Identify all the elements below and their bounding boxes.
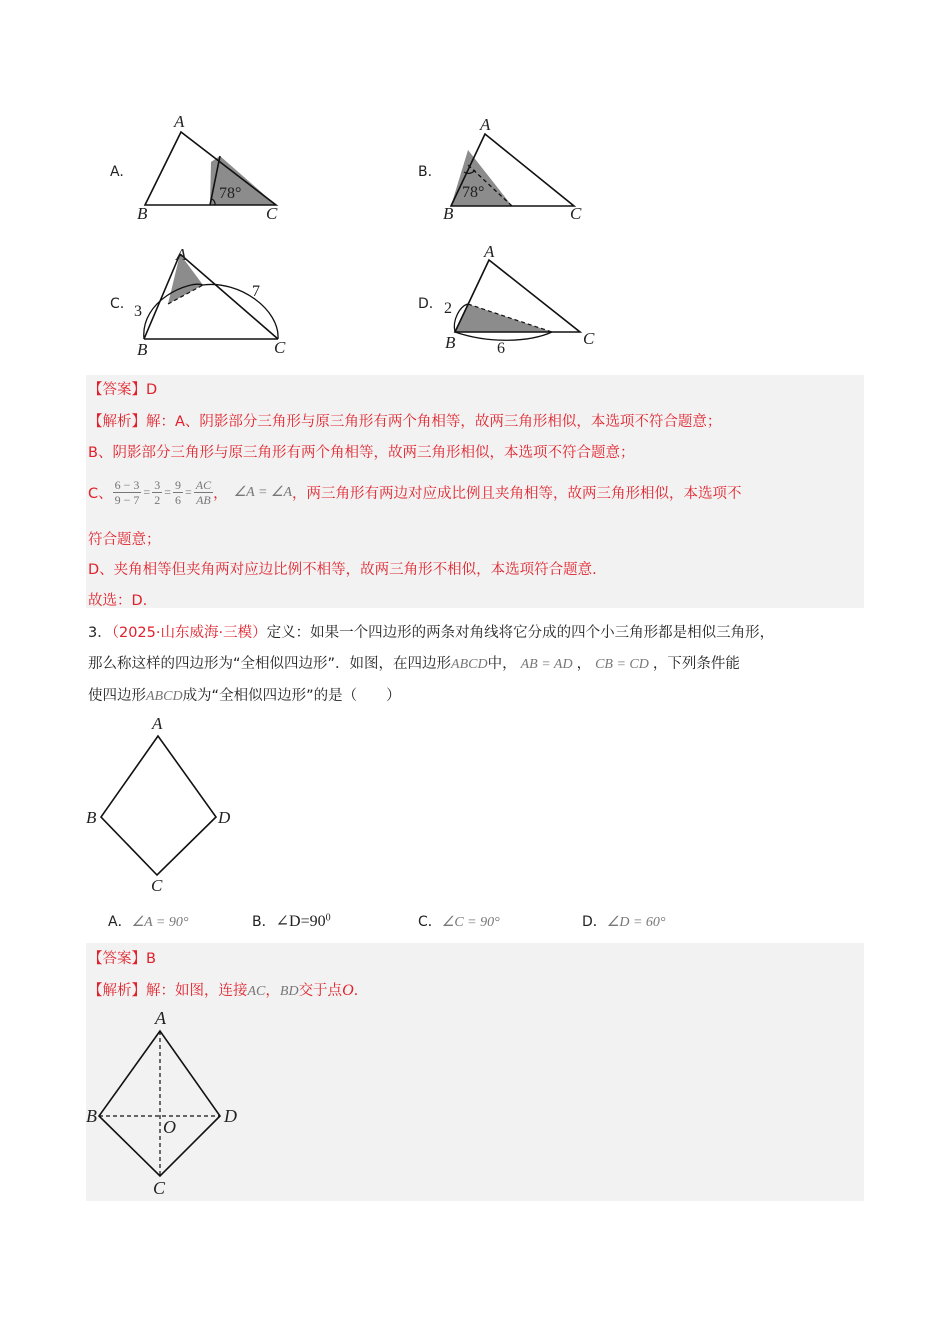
q3-option-c[interactable]: C．∠C = 90° (418, 914, 500, 930)
fraction-1: $\frac{6 - 3}{9 - 7}$ (114, 477, 140, 507)
vertex-c: C (583, 329, 595, 348)
answer-value: B (146, 951, 156, 967)
vertex-b: B (137, 340, 148, 359)
q2-analysis-line1 (88, 410, 721, 431)
quad-abcd: ABCD (146, 689, 183, 704)
answer-tag: 【答案】 (88, 951, 146, 967)
q2-analysis-line6: 故选：D. (88, 593, 148, 609)
q3-kite-figure (96, 730, 236, 880)
fraction-3: $\frac{9}{6}$ (174, 477, 181, 507)
vertex-a: A (152, 714, 163, 733)
side-2: 2 (444, 300, 452, 317)
quad-abcd: ABCD (451, 657, 488, 672)
side-6: 6 (497, 340, 505, 357)
vertex-a: A (155, 1008, 166, 1028)
q3-line1 (88, 621, 774, 642)
vertex-c: C (153, 1178, 166, 1198)
fraction-2: $\frac{3}{2}$ (154, 477, 161, 507)
answer-tag: 【答案】 (88, 382, 146, 398)
vertex-b: B (443, 204, 454, 223)
fraction-4: $\frac{AC}{AB}$ (195, 477, 212, 507)
option-b-label: B. (418, 164, 433, 180)
option-d-label: D. (418, 296, 434, 312)
option-d-value: ∠D = 60° (606, 915, 666, 930)
answer-value: D (146, 382, 158, 398)
q3-option-a[interactable]: A．∠A = 90° (108, 914, 189, 930)
vertex-a: A (484, 242, 495, 261)
q3-analysis-line1: 【解析】解：如图，连接AC，BD交于点O. (88, 982, 359, 999)
option-a-value: ∠A = 90° (131, 915, 189, 930)
q3-line2: 那么称这样的四边形为“全相似四边形”．如图，在四边形ABCD中， AB = AD ， CB = CD ，下列条件能 (88, 656, 740, 672)
angle-equality: ∠A = ∠A (233, 484, 292, 500)
vertex-c: C (570, 204, 582, 223)
option-c-value: ∠C = 90° (441, 915, 500, 930)
q2-analysis-line5: D、夹角相等但夹角两对应边比例不相等，故两三角形不相似，本选项符合题意. (88, 562, 597, 578)
q2-answer-line (88, 378, 157, 399)
q3-option-d[interactable]: D．∠D = 60° (582, 914, 666, 930)
vertex-d: D (224, 1106, 237, 1126)
shaded-region (455, 304, 552, 332)
angle-78: 78° (462, 184, 485, 201)
q3-line3: 使四边形ABCD成为“全相似四边形”的是（ ） (88, 688, 401, 704)
q3-option-b[interactable]: B．$\angle D=90^0$ (252, 912, 331, 930)
line3-rest: ，两三角形有两边对应成比例且夹角相等，故两三角形相似，本选项不 (292, 485, 742, 502)
side-3: 3 (134, 303, 142, 320)
condition-ab-ad: AB = AD (520, 657, 573, 672)
vertex-c: C (151, 876, 163, 895)
q3-answer-line (88, 947, 156, 968)
option-a-label: A. (110, 164, 124, 180)
segment-bd: BD (279, 984, 299, 999)
point-o-label: O (163, 1117, 176, 1137)
q3-answer-figure (92, 1020, 242, 1180)
q2-analysis-line3: C、 $\frac{6 - 3}{9 - 7}$ = $\frac{3}{2}$ = $\frac{9}{6}$ = $\frac{AC}{AB}$ ， ∠A = ∠A ，两三角形有两边对应成比例且夹角相等，故两三角形相似，本选项不 (88, 477, 742, 507)
question-number: 3． (88, 625, 112, 641)
point-o: O (342, 982, 354, 999)
vertex-a: A (176, 245, 187, 264)
vertex-b: B (137, 204, 148, 223)
option-c-label: C. (110, 296, 125, 312)
side-7: 7 (252, 283, 260, 300)
vertex-c: C (266, 204, 278, 223)
line3-prefix: C、 (88, 485, 113, 502)
condition-cb-cd: CB = CD (595, 657, 649, 672)
segment-ac: AC (247, 984, 266, 999)
analysis-text: 解：A、阴影部分三角形与原三角形有两个角相等，故两三角形相似，本选项不符合题意； (146, 414, 722, 430)
analysis-tag: 【解析】 (88, 983, 146, 999)
vertex-a: A (174, 112, 185, 131)
q2-analysis-line2: B、阴影部分三角形与原三角形有两个角相等，故两三角形相似，本选项不符合题意； (88, 445, 635, 461)
option-b-value: ∠D=90 (275, 913, 326, 930)
vertex-b: B (445, 333, 456, 352)
q2-analysis-line4: 符合题意； (88, 532, 161, 548)
question-source: （2025·山东威海·三模） (111, 625, 267, 641)
analysis-tag: 【解析】 (88, 414, 146, 430)
question-text: 定义：如果一个四边形的两条对角线将它分成的四个小三角形都是相似三角形， (266, 625, 775, 641)
angle-78: 78° (219, 185, 242, 202)
vertex-a: A (480, 115, 491, 134)
vertex-b: B (86, 808, 97, 827)
quadrilateral-abcd (101, 736, 216, 875)
comma: ， (213, 485, 228, 502)
vertex-b: B (86, 1106, 97, 1126)
side-ac (180, 254, 278, 339)
vertex-d: D (218, 808, 231, 827)
vertex-c: C (274, 338, 286, 357)
